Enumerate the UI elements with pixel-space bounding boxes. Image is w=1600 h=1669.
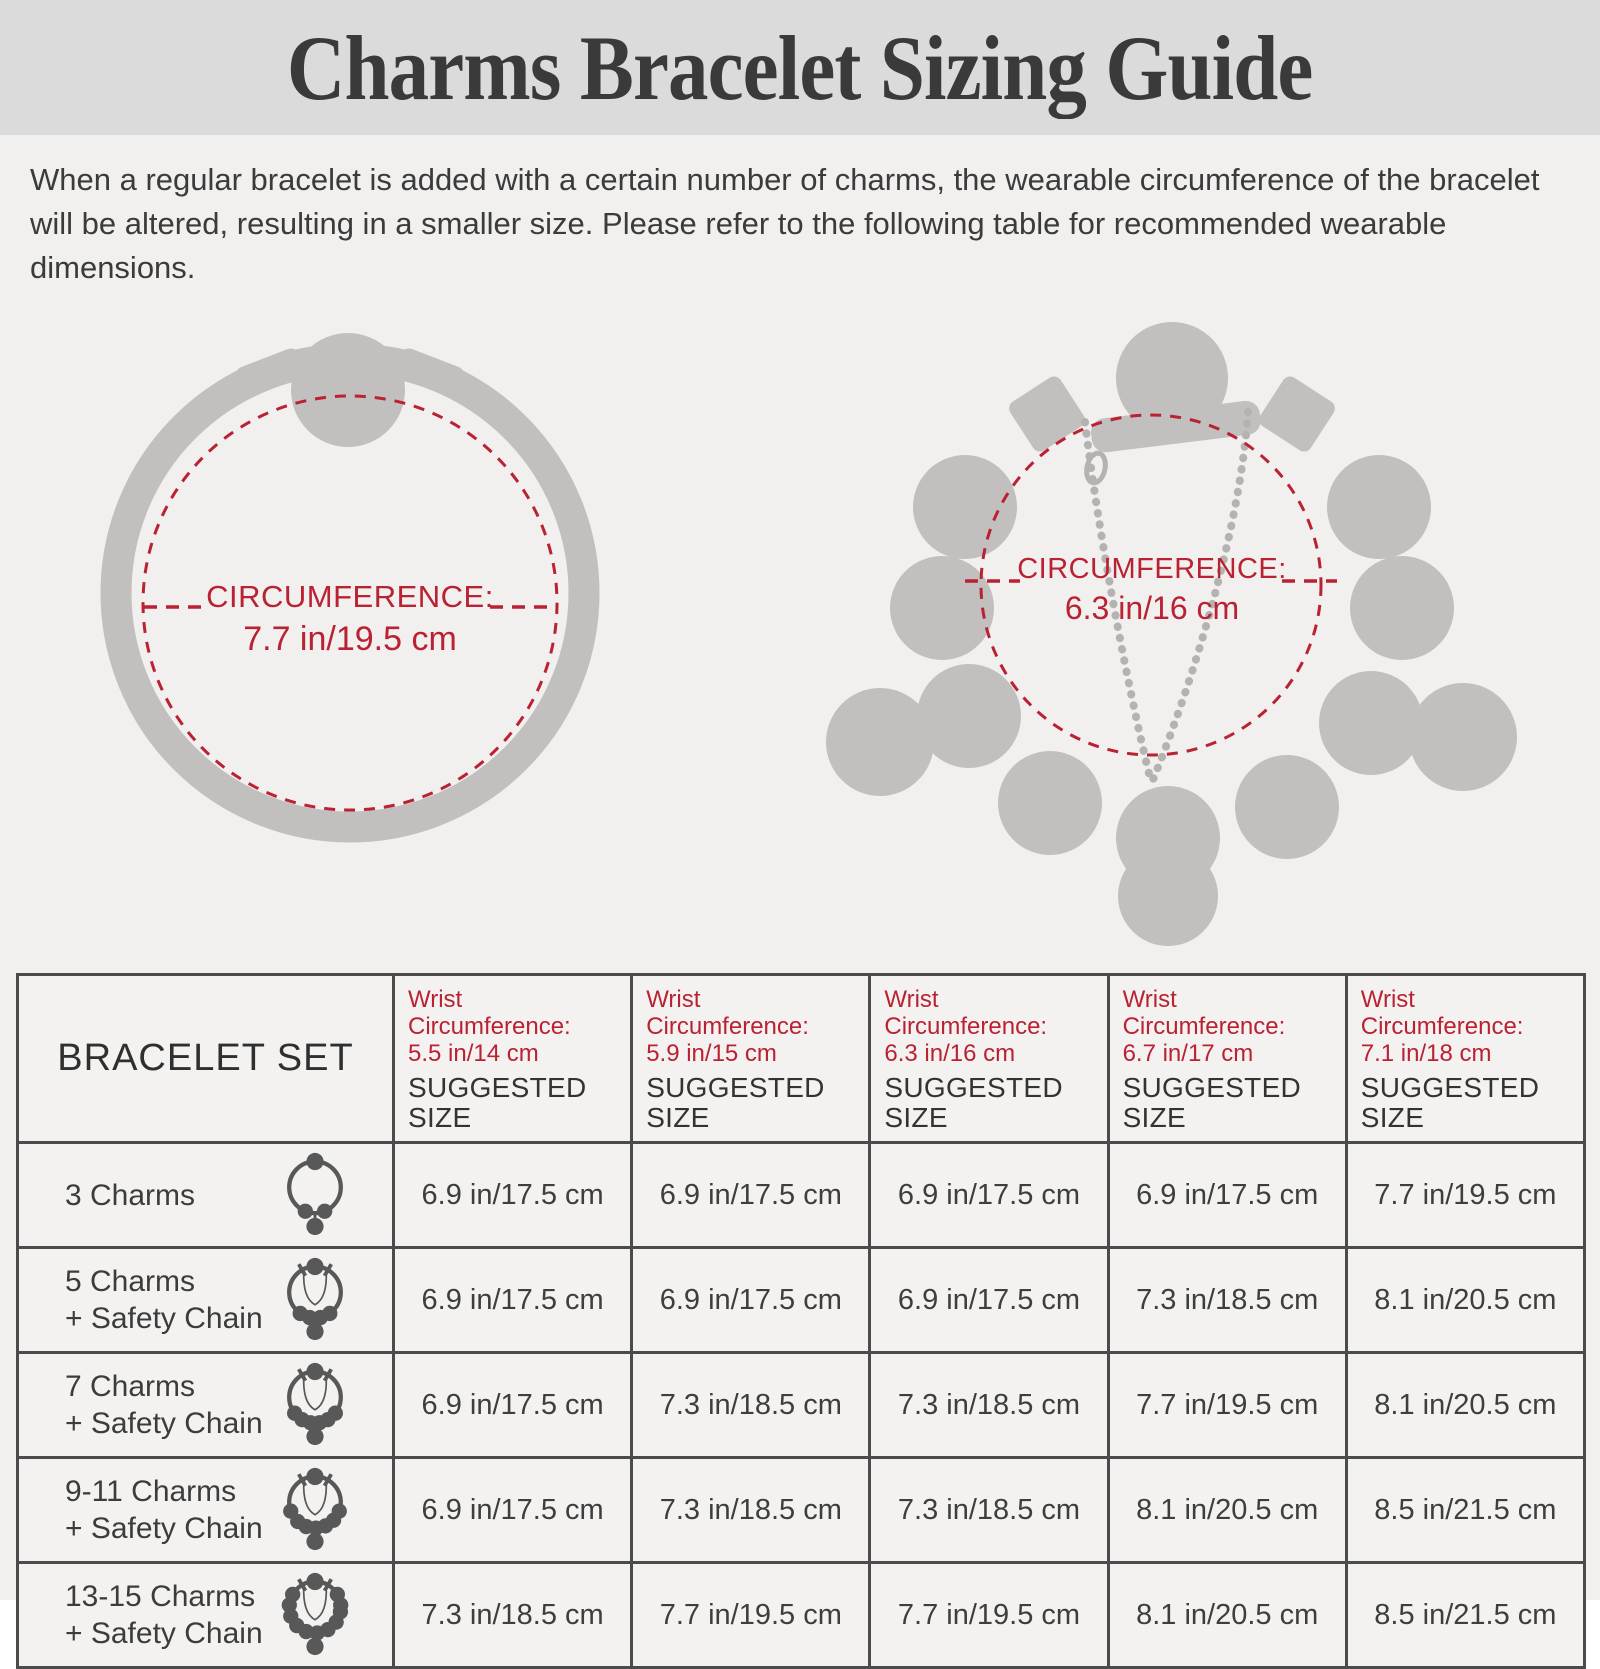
right-dangle-charm	[1409, 683, 1517, 791]
column-header-cell	[1346, 975, 1584, 1143]
left-dangle-charm	[826, 688, 934, 796]
suggested-size-value: 6.9 in/17.5 cm	[632, 1248, 870, 1353]
suggested-size-value: 7.3 in/18.5 cm	[394, 1563, 632, 1668]
bracelet-set-cell	[18, 1458, 394, 1563]
suggested-size-value: 8.1 in/20.5 cm	[1108, 1458, 1346, 1563]
suggested-size-value: 6.9 in/17.5 cm	[870, 1248, 1108, 1353]
bracelet-13-15-charms-safety-chain-icon	[272, 1569, 358, 1661]
table-row	[18, 1458, 1585, 1563]
circumference-caption: CIRCUMFERENCE:	[206, 579, 494, 614]
wrist-circumference-value: 5.9 in/15 cm	[646, 1040, 777, 1067]
bracelet-set-label: 7 Charms + Safety Chain	[65, 1370, 263, 1440]
bracelet-set-label: 13-15 Charms + Safety Chain	[65, 1580, 263, 1650]
suggested-size-value: 7.7 in/19.5 cm	[632, 1563, 870, 1668]
title-band	[0, 0, 1600, 135]
suggested-size-value: 7.3 in/18.5 cm	[632, 1353, 870, 1458]
suggested-size-value: 7.3 in/18.5 cm	[870, 1353, 1108, 1458]
bracelet-5-charms-safety-chain-icon	[272, 1254, 358, 1346]
suggested-size-label: SUGGESTED SIZE	[884, 1072, 1063, 1133]
wrist-circumference-label: Wrist Circumference:	[1360, 986, 1524, 1040]
wrist-circumference-label: Wrist Circumference:	[646, 986, 809, 1040]
suggested-size-value: 6.9 in/17.5 cm	[870, 1143, 1108, 1248]
column-header-cell	[632, 975, 870, 1143]
charm-bracelet-circumference-label	[932, 553, 1372, 626]
circumference-caption: CIRCUMFERENCE:	[1017, 553, 1287, 585]
table-row	[18, 1143, 1585, 1248]
bracelet-3-charms-icon	[272, 1149, 358, 1241]
wrist-circumference-value: 6.3 in/16 cm	[884, 1040, 1016, 1067]
bracelet-9-11-charms-safety-chain-icon	[272, 1464, 358, 1556]
bracelet-set-cell	[18, 1563, 394, 1668]
wrist-circumference-value: 5.5 in/14 cm	[408, 1040, 539, 1067]
suggested-size-value: 8.5 in/21.5 cm	[1346, 1563, 1584, 1668]
suggested-size-label: SUGGESTED SIZE	[408, 1072, 587, 1133]
suggested-size-value: 7.3 in/18.5 cm	[632, 1458, 870, 1563]
suggested-size-value: 6.9 in/17.5 cm	[394, 1248, 632, 1353]
suggested-size-value: 7.7 in/19.5 cm	[1108, 1353, 1346, 1458]
suggested-size-value: 7.7 in/19.5 cm	[1346, 1143, 1584, 1248]
bracelet-set-header: BRACELET SET	[57, 1037, 354, 1079]
clasp-ball	[291, 333, 405, 447]
suggested-size-value: 7.3 in/18.5 cm	[870, 1458, 1108, 1563]
bracelet-set-header-cell	[18, 975, 394, 1143]
column-header-cell	[394, 975, 632, 1143]
suggested-size-value: 6.9 in/17.5 cm	[394, 1353, 632, 1458]
suggested-size-label: SUGGESTED SIZE	[1122, 1072, 1302, 1133]
bracelet-7-charms-safety-chain-icon	[272, 1359, 358, 1451]
column-header-cell	[870, 975, 1108, 1143]
suggested-size-value: 6.9 in/17.5 cm	[632, 1143, 870, 1248]
plain-bracelet-circumference-label	[130, 580, 570, 658]
suggested-size-label: SUGGESTED SIZE	[646, 1072, 825, 1133]
suggested-size-value: 7.3 in/18.5 cm	[1108, 1248, 1346, 1353]
bracelet-set-label: 5 Charms + Safety Chain	[65, 1265, 263, 1335]
bracelet-set-label: 3 Charms	[65, 1178, 196, 1212]
intro-paragraph: When a regular bracelet is added with a certain number of charms, the wearable circumference of the bracelet will be altered, resulting in a smaller size. Please refer to the following table for recommended wearable dimensions.	[30, 162, 1540, 285]
wrist-circumference-value: 7.1 in/18 cm	[1360, 1040, 1492, 1067]
table-header-row	[18, 975, 1585, 1143]
bottom-dangle-charm	[1118, 846, 1218, 946]
bracelet-set-cell	[18, 1143, 394, 1248]
wrist-circumference-label: Wrist Circumference:	[884, 986, 1048, 1040]
wrist-circumference-label: Wrist Circumference:	[408, 986, 571, 1040]
suggested-size-value: 8.1 in/20.5 cm	[1346, 1353, 1584, 1458]
column-header-cell	[1108, 975, 1346, 1143]
bracelet-set-label: 9-11 Charms + Safety Chain	[65, 1475, 263, 1545]
suggested-size-value: 6.9 in/17.5 cm	[394, 1143, 632, 1248]
bracelet-set-cell	[18, 1353, 394, 1458]
sizing-table	[16, 973, 1586, 1669]
bracelet-set-cell	[18, 1248, 394, 1353]
suggested-size-value: 8.5 in/21.5 cm	[1346, 1458, 1584, 1563]
suggested-size-value: 7.7 in/19.5 cm	[870, 1563, 1108, 1668]
wrist-circumference-label: Wrist Circumference:	[1122, 986, 1286, 1040]
table-row	[18, 1353, 1585, 1458]
suggested-size-value: 6.9 in/17.5 cm	[394, 1458, 632, 1563]
suggested-size-value: 6.9 in/17.5 cm	[1108, 1143, 1346, 1248]
circumference-value: 7.7 in/19.5 cm	[243, 620, 457, 658]
wrist-circumference-value: 6.7 in/17 cm	[1122, 1040, 1254, 1067]
suggested-size-value: 8.1 in/20.5 cm	[1346, 1248, 1584, 1353]
table-row	[18, 1248, 1585, 1353]
suggested-size-value: 8.1 in/20.5 cm	[1108, 1563, 1346, 1668]
suggested-size-label: SUGGESTED SIZE	[1360, 1072, 1540, 1133]
page-title: Charms Bracelet Sizing Guide	[287, 16, 1313, 119]
table-row	[18, 1563, 1585, 1668]
circumference-value: 6.3 in/16 cm	[1064, 590, 1240, 626]
